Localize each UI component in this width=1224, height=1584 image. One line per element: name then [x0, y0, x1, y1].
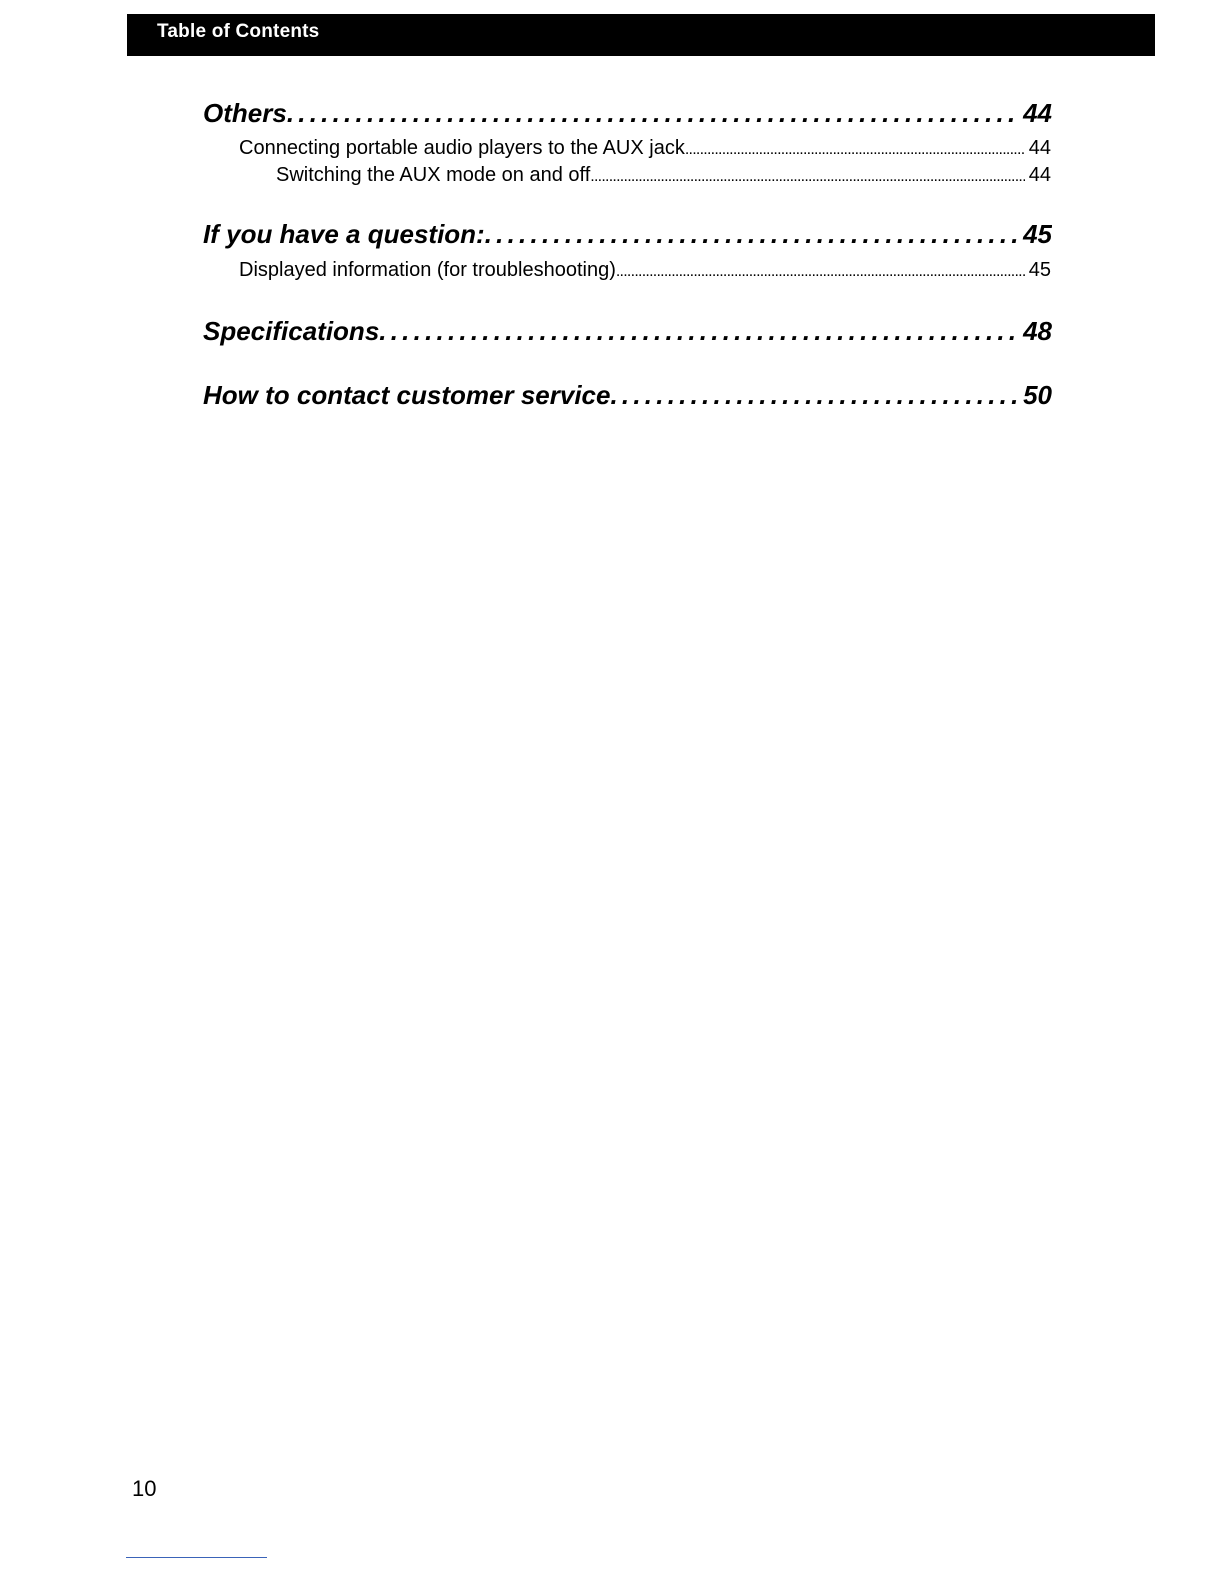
- toc-entry-switching-aux-mode[interactable]: [276, 164, 1051, 190]
- toc-entry-label: Others: [203, 98, 287, 128]
- toc-entry-page: 45: [1023, 219, 1052, 249]
- dot-leader: [485, 219, 1019, 250]
- toc-entry-label: Switching the AUX mode on and off: [276, 164, 591, 186]
- toc-entry-page: 44: [1023, 98, 1052, 128]
- toc-entry-page: 44: [1028, 164, 1051, 186]
- dot-leader: [685, 137, 1025, 160]
- page-number: 10: [132, 1476, 157, 1501]
- toc-entry-page: 50: [1023, 380, 1052, 410]
- toc-entry-label: Connecting portable audio players to the AUX jack: [239, 137, 685, 159]
- toc-entry-label: Specifications: [203, 316, 380, 346]
- dot-leader: [287, 98, 1019, 129]
- dot-leader: [610, 380, 1019, 411]
- toc-entry-displayed-information[interactable]: [239, 259, 1051, 285]
- toc-entry-page: 48: [1023, 316, 1052, 346]
- toc-entry-if-you-have-a-question[interactable]: [203, 219, 1052, 253]
- footer-divider: [126, 1557, 267, 1558]
- toc-entry-label: Displayed information (for troubleshooting): [239, 259, 616, 281]
- dot-leader: [616, 259, 1025, 282]
- toc-entry-connecting-portable-audio[interactable]: [239, 137, 1051, 163]
- header-title: Table of Contents: [157, 21, 320, 42]
- toc-entry-contact-customer-service[interactable]: [203, 380, 1052, 414]
- toc-entry-page: 45: [1028, 259, 1051, 281]
- dot-leader: [379, 316, 1019, 347]
- toc-entry-others[interactable]: [203, 98, 1052, 132]
- toc-entry-label: If you have a question:: [203, 219, 485, 249]
- toc-entry-specifications[interactable]: [203, 316, 1052, 350]
- header-bar: [127, 14, 1155, 56]
- dot-leader: [590, 164, 1024, 187]
- toc-entry-label: How to contact customer service: [203, 380, 611, 410]
- toc-entry-page: 44: [1028, 137, 1051, 159]
